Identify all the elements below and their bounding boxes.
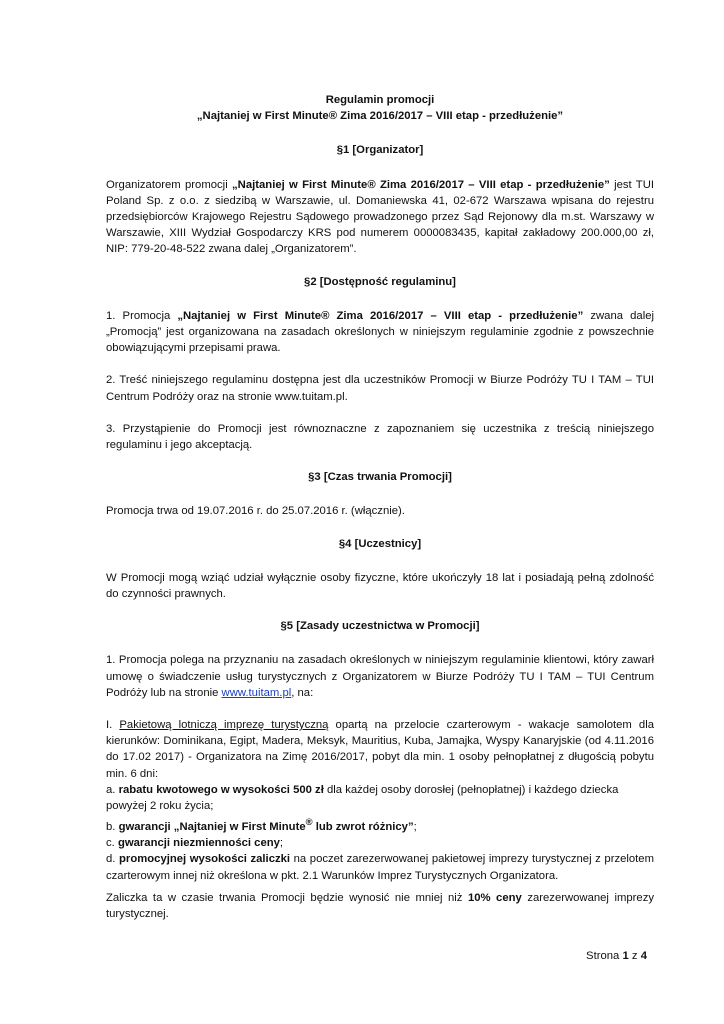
text-run: 1. Promocja polega na przyznaniu na zasadach określonych w niniejszym regulaminie klientowi, który zawarł umowę o świadczenie usług turystycznych z Organizatorem w Biurze Podróży TU I TAM – TUI Centrum Podróży lub na stronie: [106, 654, 654, 699]
section-1-heading: §1 [Organizator]: [336, 144, 424, 157]
section-5-item-b: [106, 814, 654, 835]
text-run: ;: [279, 837, 284, 850]
text-run: Zaliczka ta w czasie trwania Promocji będzie wynosić nie mniej niż: [106, 891, 468, 904]
section-4-heading: §4 [Uczestnicy]: [338, 537, 422, 550]
section-5-item-c: [106, 835, 654, 851]
footer-separator: z: [628, 950, 641, 962]
bold-term: gwarancji niezmienności ceny: [117, 837, 280, 850]
item-prefix: a.: [106, 783, 119, 796]
text-run: jest TUI Poland Sp. z o.o. z siedzibą w Warszawie, ul. Domaniewska 41, 02-672 Warszawa wpisana do rejestru przedsiębiorców Krajowego Rejestru Sądowego prowadzonego przez Sąd Rejonowy dla m.st. Warszawy w Warszawie, XIII Wydział Gospodarczy KRS pod numerem 0000083435, kapitał zakładowy 200.000,00 zł, NIP: 779-20-48-522 zwana dalej „Organizatorem”.: [106, 178, 654, 256]
section-4-paragraph: W Promocji mogą wziąć udział wyłącznie osoby fizyczne, które ukończyły 18 lat i posiadają pełną zdolność do czynności prawnych.: [106, 571, 654, 601]
text-run: zarezerwowanej imprezy turystycznej.: [106, 891, 654, 921]
section-5-item-I: [106, 717, 654, 782]
promo-name: „Najtaniej w First Minute® Zima 2016/2017 – VIII etap - przedłużenie”: [232, 178, 610, 191]
section-5-heading: §5 [Zasady uczestnictwa w Promocji]: [280, 620, 480, 633]
current-page-number: 1: [622, 950, 629, 962]
text-run: ;: [413, 821, 417, 834]
total-page-count: 4: [640, 950, 647, 962]
bold-term: promocyjnej wysokości zaliczki: [119, 853, 291, 866]
section-3-paragraph: Promocja trwa od 19.07.2016 r. do 25.07.2016 r. (włącznie).: [106, 505, 405, 518]
text-run: , na:: [291, 686, 314, 699]
section-2-point-2: 2. Treść niniejszego regulaminu dostępna jest dla uczestników Promocji w Biurze Podróży TU I TAM – TUI Centrum Podróży oraz na stronie www.tuitam.pl.: [106, 374, 654, 403]
bold-term: rabatu kwotowego w wysokości 500 zł: [118, 783, 324, 796]
text-run: na poczet zarezerwowanej pakietowej imprezy turystycznej z przelotem czarterowym innej niż określona w pkt. 2.1 Warunków Imprez Turystycznych Organizatora.: [106, 853, 655, 882]
document-title: [106, 92, 654, 124]
section-5-item-d: [106, 851, 654, 883]
bold-term: gwarancji „Najtaniej w First Minute: [118, 821, 306, 834]
title-line-2: „Najtaniej w First Minute® Zima 2016/2017 – VIII etap - przedłużenie”: [196, 110, 564, 123]
item-prefix: d.: [106, 853, 120, 866]
section-2-point-1: [106, 308, 654, 357]
section-2-point-3: 3. Przystąpienie do Promocji jest równoznaczne z zapoznaniem się uczestnika z treścią niniejszego regulaminu i jego akceptacją.: [106, 422, 654, 452]
section-5-point-1: [106, 652, 654, 701]
text-run: zwana dalej „Promocją” jest organizowana na zasadach określonych w niniejszym regulaminie zgodnie z powszechnie obowiązującymi przepisami prawa.: [106, 309, 654, 355]
text-run: opartą na przelocie czarterowym - wakacje samolotem dla kierunków: Dominikana, Egipt, Madera, Meksyk, Mauritius, Kuba, Jamajka, Wyspy Kanaryjskie (od 4.11.2016 do 17.02 2017) - Organizatora na Zimę 2016/2017, pobyt dla min. 1 osoby pełnopłatnej z długością pobytu min. 6 dni:: [106, 719, 654, 780]
section-1-paragraph: [106, 177, 654, 258]
text-run: dla każdej osoby dorosłej (pełnopłatnej) i każdego dziecka powyżej 2 roku życia;: [106, 783, 619, 813]
promo-name: „Najtaniej w First Minute® Zima 2016/2017 – VIII etap - przedłużenie”: [177, 309, 584, 322]
item-prefix: c.: [106, 837, 118, 850]
text-run: Organizatorem promocji: [106, 178, 233, 191]
underlined-term: Pakietową lotniczą imprezę turystyczną: [119, 719, 329, 732]
registered-mark: ®: [305, 816, 313, 828]
bold-term: 10% ceny: [467, 891, 522, 904]
item-prefix: I.: [106, 719, 120, 732]
page-footer: [586, 950, 647, 962]
footer-prefix: Strona: [586, 950, 623, 962]
bold-term: lub zwrot różnicy”: [312, 821, 414, 834]
section-5-item-a: [106, 782, 654, 814]
title-line-1: Regulamin promocji: [325, 94, 435, 106]
section-5-deposit-note: [106, 890, 654, 922]
section-2-heading: §2 [Dostępność regulaminu]: [304, 275, 456, 288]
tuitam-link[interactable]: www.tuitam.pl: [221, 686, 292, 699]
document-page: [106, 92, 654, 922]
item-prefix: b.: [106, 821, 119, 834]
section-3-heading: §3 [Czas trwania Promocji]: [308, 471, 452, 484]
text-run: 1. Promocja: [106, 309, 178, 322]
